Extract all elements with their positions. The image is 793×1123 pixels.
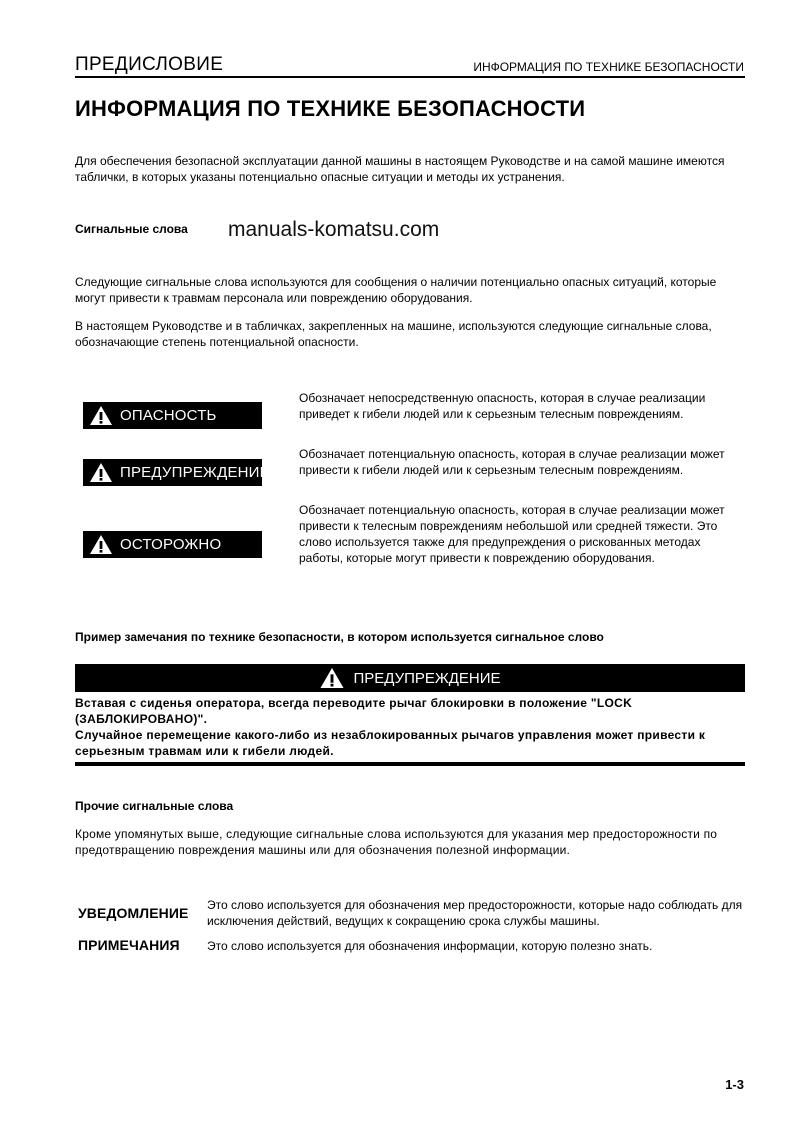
warning-text-line-1: Вставая с сиденья оператора, всегда переводите рычаг блокировки в положение "LOCK (ЗАБЛОКИРОВАНО)". <box>75 696 633 726</box>
badge-warning <box>83 459 270 486</box>
other-words-paragraph: Кроме упомянутых выше, следующие сигнальные слова используются для указания мер предосторожности по предотвращению повреждения машины или для обозначения полезной информации. <box>75 827 718 857</box>
watermark-text: manuals-komatsu.com <box>228 218 440 241</box>
page-number: 1-3 <box>725 1077 744 1092</box>
term-notice: УВЕДОМЛЕНИЕ <box>78 905 189 921</box>
warning-triangle-icon <box>89 534 113 555</box>
warning-bottom-rule <box>75 762 745 766</box>
other-words-heading: Прочие сигнальные слова <box>75 799 234 813</box>
definition-caution: Обозначает потенциальную опасность, которая в случае реализации может привести к телесным повреждениям небольшой или средней тяжести. Это слово используется также для предупреждения о рискованных методах работы, которые могут привести к повреждению оборудования. <box>299 503 725 565</box>
badge-caution <box>83 531 262 558</box>
intro-paragraph: Для обеспечения безопасной эксплуатации данной машины в настоящем Руководстве и на самой машине имеются таблички, в которых указаны потенциально опасные ситуации и методы их устранения. <box>75 154 725 184</box>
header-section-title: ПРЕДИСЛОВИЕ <box>75 54 224 75</box>
warning-banner-label: ПРЕДУПРЕЖДЕНИЕ <box>353 669 501 687</box>
signal-words-paragraph-2: В настоящем Руководстве и в табличках, закрепленных на машине, используются следующие сигнальные слова, обозначающие степень потенциальной опасности. <box>75 319 712 349</box>
signal-words-paragraph-1: Следующие сигнальные слова используются для сообщения о наличии потенциально опасных ситуаций, которые могут привести к травмам персонала или повреждению оборудования. <box>75 275 717 305</box>
definition-warning: Обозначает потенциальную опасность, которая в случае реализации может привести к гибели людей или к серьезным телесным повреждениям. <box>299 447 725 477</box>
term-remarks: ПРИМЕЧАНИЯ <box>78 937 180 953</box>
warning-text <box>75 695 745 759</box>
example-heading: Пример замечания по технике безопасности, в котором используется сигнальное слово <box>75 630 604 644</box>
definition-danger: Обозначает непосредственную опасность, которая в случае реализации приведет к гибели людей или к серьезным телесным повреждениям. <box>299 391 706 421</box>
term-notice-description: Это слово используется для обозначения мер предосторожности, которые надо соблюдать для исключения действий, ведущих к сокращению срока службы машины. <box>207 898 743 928</box>
badge-danger-label: ОПАСНОСТЬ <box>120 407 217 424</box>
signal-words-heading: Сигнальные слова <box>75 222 188 236</box>
warning-banner <box>75 664 745 692</box>
warning-triangle-icon <box>319 667 345 689</box>
badge-warning-label: ПРЕДУПРЕЖДЕНИЕ <box>120 464 270 481</box>
page-title: ИНФОРМАЦИЯ ПО ТЕХНИКЕ БЕЗОПАСНОСТИ <box>75 96 586 121</box>
badge-caution-label: ОСТОРОЖНО <box>120 536 222 553</box>
term-remarks-description: Это слово используется для обозначения информации, которую полезно знать. <box>207 939 653 953</box>
warning-triangle-icon <box>89 405 113 426</box>
badge-danger <box>83 402 262 429</box>
warning-triangle-icon <box>89 462 113 483</box>
header-topic: ИНФОРМАЦИЯ ПО ТЕХНИКЕ БЕЗОПАСНОСТИ <box>473 60 744 74</box>
warning-text-line-2: Случайное перемещение какого-либо из незаблокированных рычагов управления может привести к серьезным травмам или к гибели людей. <box>75 728 706 758</box>
header-rule <box>75 76 745 78</box>
